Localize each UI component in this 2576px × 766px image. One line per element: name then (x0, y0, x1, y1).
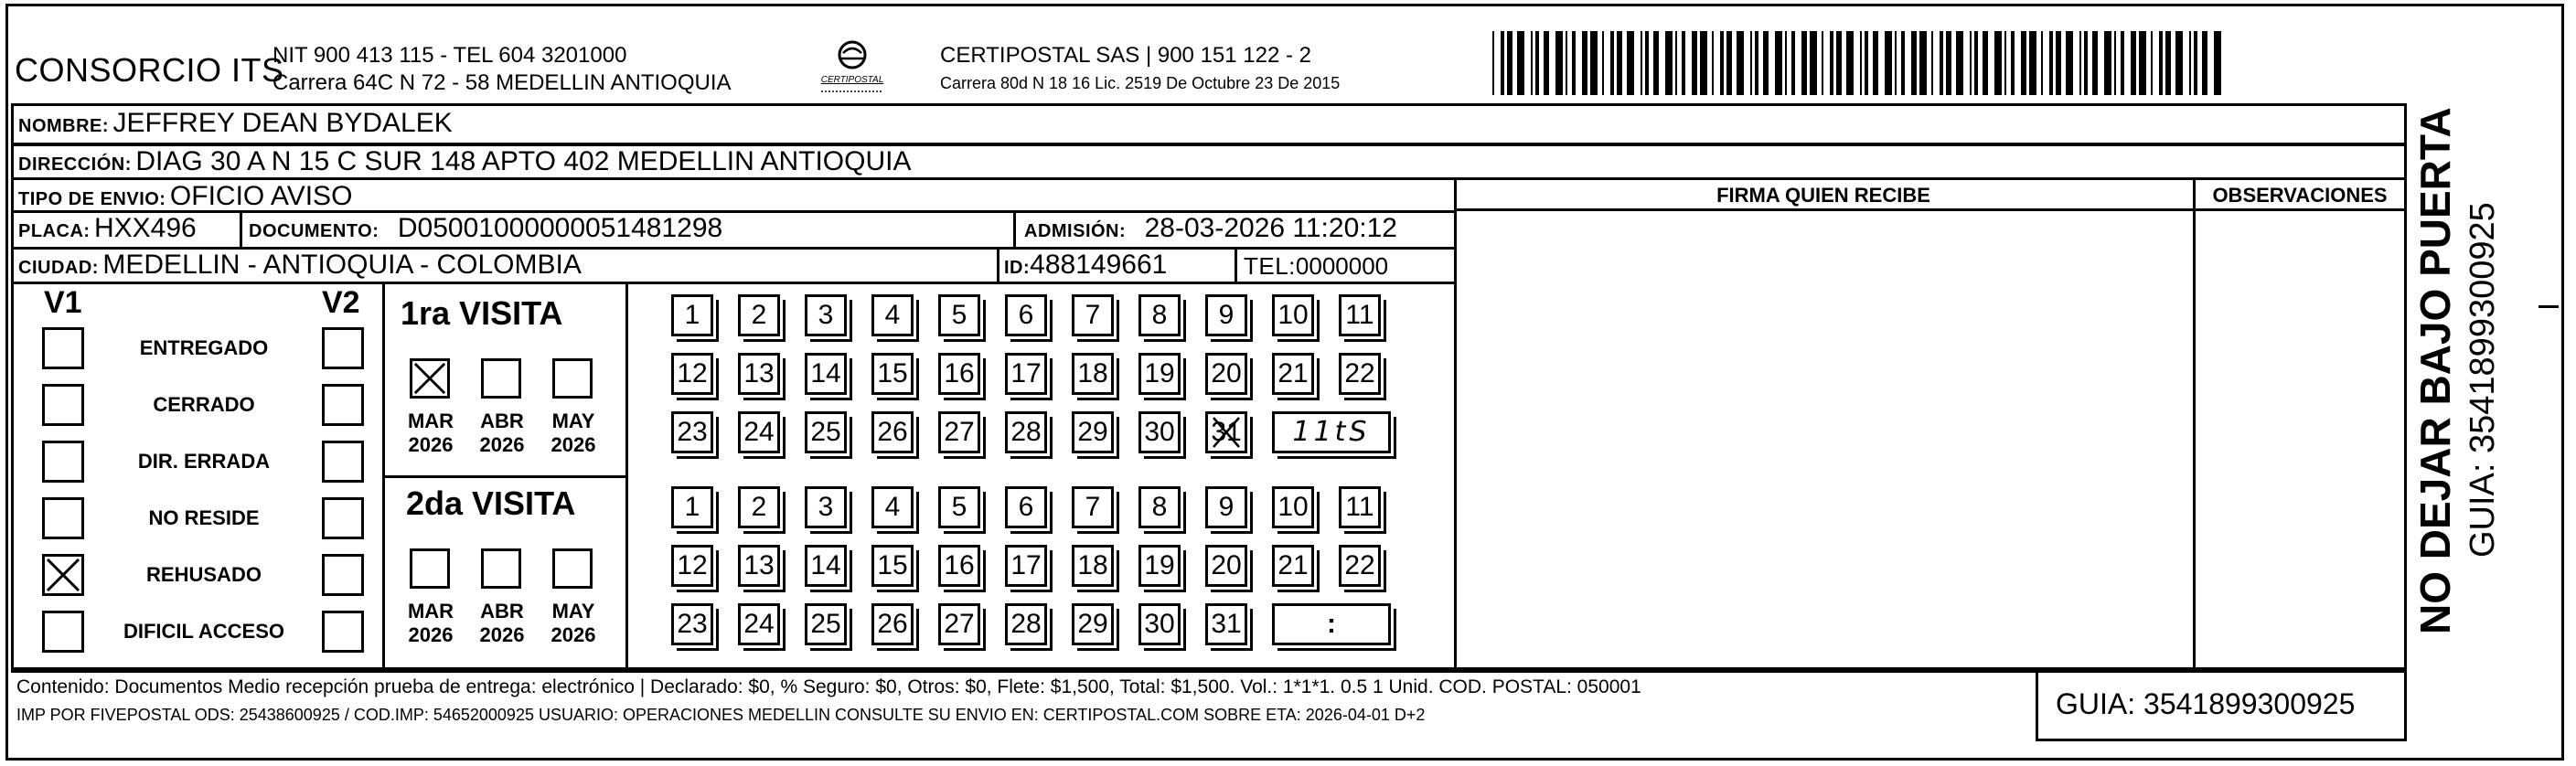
barcode-bar (2021, 31, 2026, 95)
barcode-bar (1755, 31, 1758, 95)
barcode-bar (1860, 31, 1862, 95)
barcode-bar (1712, 31, 1714, 95)
visit2-day[interactable]: 27 (938, 603, 980, 645)
month-name: MAY (551, 410, 595, 432)
v1-checkbox[interactable] (42, 497, 84, 539)
visit1-day[interactable]: 4 (871, 294, 914, 336)
barcode-bar (2202, 31, 2207, 95)
month-name: ABR (480, 600, 524, 622)
admision-field (1024, 213, 1397, 244)
barcode-bar (1983, 31, 1988, 95)
ciudad-row-line (11, 282, 1454, 284)
visit1-day[interactable] (1205, 411, 1247, 453)
status-divider (382, 282, 385, 667)
visit2-month-checkbox[interactable] (410, 548, 450, 589)
barcode-bar (2175, 31, 2183, 95)
barcode-bar (1885, 31, 1892, 95)
barcode-bar (1750, 31, 1752, 95)
barcode-bar (1682, 31, 1685, 95)
visit2-day[interactable]: 23 (671, 603, 713, 645)
barcode-bar (1785, 31, 1787, 95)
barcode-bar (1919, 31, 1927, 95)
visit1-month-checkbox[interactable] (552, 358, 593, 399)
visit1-time-box[interactable]: 11tS (1272, 411, 1391, 453)
barcode-bar (1763, 31, 1769, 95)
visit1-day[interactable]: 26 (871, 411, 914, 453)
barcode-bar (1535, 31, 1539, 95)
month-year: 2026 (550, 433, 596, 456)
barcode-bar (2041, 31, 2043, 95)
barcode-bar (1901, 31, 1905, 95)
month-name: MAY (551, 600, 595, 622)
barcode-bar (1566, 31, 1567, 95)
visit1-day[interactable]: 16 (938, 353, 980, 395)
barcode-bar (2084, 31, 2088, 95)
barcode-bar (2004, 31, 2006, 95)
barcode-bar (1700, 31, 1707, 95)
barcode-bar (1517, 31, 1524, 95)
visit2-day[interactable]: 30 (1138, 603, 1181, 645)
month-year: 2026 (479, 433, 525, 456)
documento-field (249, 213, 722, 244)
barcode-bar (1946, 31, 1951, 95)
visit1-day[interactable]: 11 (1339, 294, 1381, 336)
edge-mark (2539, 305, 2559, 308)
visit1-month-label (541, 410, 605, 457)
visit1-day[interactable]: 17 (1005, 353, 1047, 395)
visit1-day[interactable]: 3 (805, 294, 847, 336)
visit1-day[interactable]: 9 (1205, 294, 1247, 336)
visit-divider (625, 282, 628, 667)
v2-checkbox[interactable] (322, 441, 364, 483)
month-name: ABR (480, 410, 524, 432)
barcode-bar (1994, 31, 2002, 95)
visit1-day[interactable]: 27 (938, 411, 980, 453)
barcode-bar (2079, 31, 2081, 95)
certipostal-logo (805, 38, 900, 99)
month-year: 2026 (408, 433, 454, 456)
company-name: CONSORCIO ITS (15, 51, 284, 89)
id-label: ID: (1004, 258, 1031, 278)
visit2-month-checkbox[interactable] (481, 548, 521, 589)
barcode-bar (1846, 31, 1854, 95)
logo-lettering: CERTIPOSTAL (820, 75, 884, 85)
visit1-day[interactable]: 7 (1072, 294, 1114, 336)
barcode-bar (2092, 31, 2098, 95)
v2-checkbox[interactable] (322, 554, 364, 596)
observaciones-column-divider (2193, 179, 2196, 670)
id-value: 488149661 (1030, 250, 1168, 280)
tipo-field (18, 181, 352, 212)
visit2-day[interactable]: 19 (1138, 545, 1181, 587)
visit2-day[interactable]: 16 (938, 545, 980, 587)
placa-label: PLACA: (18, 221, 91, 241)
visit2-day[interactable]: 5 (938, 486, 980, 528)
visit2-day[interactable]: 21 (1272, 545, 1314, 587)
barcode-bar (1791, 31, 1795, 95)
barcode-bar (1665, 31, 1673, 95)
v1-checkbox[interactable] (42, 554, 84, 596)
visit2-day[interactable]: 26 (871, 603, 914, 645)
nombre-value: JEFFREY DEAN BYDALEK (112, 108, 453, 138)
visit1-day[interactable]: 8 (1138, 294, 1181, 336)
barcode-bar (1873, 31, 1878, 95)
tipo-value: OFICIO AVISO (169, 181, 353, 211)
barcode-bar (1726, 31, 1732, 95)
visit2-day[interactable]: 9 (1205, 486, 1247, 528)
barcode-bar (1582, 31, 1587, 95)
barcode-bar (2139, 31, 2146, 95)
visit1-day[interactable]: 14 (805, 353, 847, 395)
visit1-day[interactable]: 19 (1138, 353, 1181, 395)
visit2-day[interactable]: 18 (1072, 545, 1114, 587)
barcode-bar (2104, 31, 2111, 95)
nit-line: NIT 900 413 115 - TEL 604 3201000 (273, 43, 627, 68)
direccion-field (18, 146, 911, 177)
v1-checkbox[interactable] (42, 327, 84, 369)
v2-header: V2 (322, 285, 360, 320)
v2-checkbox[interactable] (322, 327, 364, 369)
company-address: Carrera 64C N 72 - 58 MEDELLIN ANTIOQUIA (273, 70, 732, 95)
visit2-day[interactable]: 1 (671, 486, 713, 528)
status-option-label: REHUSADO (146, 563, 262, 586)
barcode-bar (1544, 31, 1549, 95)
ciudad-label: CIUDAD: (18, 258, 99, 278)
visit1-day[interactable]: 18 (1072, 353, 1114, 395)
barcode-bar (1645, 31, 1649, 95)
barcode-bar (1810, 31, 1817, 95)
barcode-bar (1931, 31, 1933, 95)
barcode-bar (2121, 31, 2124, 95)
visit2-time-box[interactable]: : (1272, 603, 1391, 645)
nombre-label: NOMBRE: (18, 116, 110, 136)
v1-checkbox[interactable] (42, 441, 84, 483)
visit2-title: 2da VISITA (406, 484, 576, 522)
barcode-bar (2011, 31, 2015, 95)
barcode-bar (1627, 31, 1634, 95)
placa-field (18, 213, 197, 244)
visit2-month-label (399, 600, 463, 647)
visit2-day[interactable]: 20 (1205, 545, 1247, 587)
barcode-bar (2029, 31, 2036, 95)
id-divider (997, 247, 999, 282)
barcode-bar (1970, 31, 1972, 95)
visit1-day[interactable]: 30 (1138, 411, 1181, 453)
tel-field (1244, 252, 1388, 281)
direccion-value: DIAG 30 A N 15 C SUR 148 APTO 402 MEDELLIN ANTIOQUIA (135, 146, 912, 176)
barcode-bar (2214, 31, 2221, 95)
month-year: 2026 (550, 623, 596, 646)
barcode-bar (1830, 31, 1833, 95)
placa-divider (240, 210, 242, 247)
x-mark-icon (1208, 414, 1245, 451)
visit2-day[interactable]: 17 (1005, 545, 1047, 587)
visit2-day[interactable]: 2 (738, 486, 780, 528)
direccion-label: DIRECCIÓN: (18, 154, 132, 175)
barcode-bar (1822, 31, 1823, 95)
v1-checkbox[interactable] (42, 611, 84, 653)
month-name: MAR (407, 410, 454, 432)
visit2-day[interactable]: 12 (671, 545, 713, 587)
barcode-bar (1801, 31, 1807, 95)
v2-checkbox[interactable] (322, 611, 364, 653)
visit1-month-checkbox[interactable] (481, 358, 521, 399)
certipostal-address: Carrera 80d N 18 16 Lic. 2519 De Octubre 23 De 2015 (940, 74, 1341, 92)
barcode-bar (2056, 31, 2061, 95)
barcode-bar (1531, 31, 1533, 95)
status-option-label: NO RESIDE (148, 506, 260, 529)
barcode-bar (1775, 31, 1782, 95)
nombre-field (18, 108, 453, 139)
barcode-bar (1501, 31, 1504, 95)
visit1-day[interactable]: 6 (1005, 294, 1047, 336)
visit2-day[interactable]: 14 (805, 545, 847, 587)
x-mark-icon (412, 361, 447, 396)
visit2-day[interactable]: 11 (1339, 486, 1381, 528)
x-mark-icon (45, 557, 81, 593)
visit1-day[interactable]: 1 (671, 294, 713, 336)
visit1-day[interactable]: 28 (1005, 411, 1047, 453)
visit2-day[interactable]: 10 (1272, 486, 1314, 528)
status-option-label: CERRADO (153, 393, 255, 416)
column-header-line (1454, 208, 2407, 211)
tel-value: 0000000 (1295, 252, 1389, 280)
footer-impresion: IMP POR FIVEPOSTAL ODS: 25438600925 / COD.IMP: 54652000925 USUARIO: OPERACIONES MEDELLIN CONSULTE SU ENVIO EN: CERTIPOSTAL.COM SOBRE ETA: 2026-04-01 D+2 (16, 706, 1426, 724)
barcode-bar (2049, 31, 2053, 95)
barcode-bar (1617, 31, 1622, 95)
visit2-month-checkbox[interactable] (552, 548, 593, 589)
firma-header: FIRMA QUIEN RECIBE (1716, 184, 1930, 207)
barcode-bar (1507, 31, 1512, 95)
visit1-month-checkbox[interactable] (410, 358, 450, 399)
footer-guia: GUIA: 3541899300925 (2056, 687, 2356, 720)
barcode-bar (1610, 31, 1614, 95)
barcode-bar (2151, 31, 2153, 95)
ciudad-value: MEDELLIN - ANTIOQUIA - COLOMBIA (102, 250, 582, 280)
barcode-bar (1836, 31, 1842, 95)
id-field (1004, 250, 1167, 281)
month-name: MAR (407, 600, 454, 622)
barcode-bar (1675, 31, 1677, 95)
visit1-day[interactable]: 2 (738, 294, 780, 336)
observaciones-header: OBSERVACIONES (2212, 184, 2388, 207)
barcode-bar (2131, 31, 2136, 95)
visit1-day[interactable]: 29 (1072, 411, 1114, 453)
visit1-day[interactable]: 5 (938, 294, 980, 336)
visit2-day[interactable]: 31 (1205, 603, 1247, 645)
side-warning: NO DEJAR BAJO PUERTA (2411, 107, 2459, 634)
placa-value: HXX496 (94, 213, 197, 243)
documento-label: DOCUMENTO: (249, 221, 379, 241)
visit-separator (382, 475, 625, 478)
status-option-label: DIFICIL ACCESO (123, 620, 284, 643)
admision-divider (1013, 210, 1016, 247)
admision-label: ADMISIÓN: (1024, 221, 1127, 241)
visit1-month-label (470, 410, 534, 457)
barcode-bar (1895, 31, 1897, 95)
barcode-bar (1911, 31, 1917, 95)
visit2-day[interactable]: 3 (805, 486, 847, 528)
barcode-bar (1602, 31, 1604, 95)
barcode-bar (1720, 31, 1724, 95)
barcode-bar (1492, 31, 1494, 95)
visit2-day[interactable]: 7 (1072, 486, 1114, 528)
v2-checkbox[interactable] (322, 497, 364, 539)
visit1-day[interactable]: 21 (1272, 353, 1314, 395)
ciudad-field (18, 250, 582, 281)
status-option-label: DIR. ERRADA (137, 450, 271, 473)
month-year: 2026 (408, 623, 454, 646)
visit1-day[interactable]: 22 (1339, 353, 1381, 395)
day-number: 31 (1211, 417, 1242, 447)
barcode-bar (2114, 31, 2116, 95)
visit1-day[interactable]: 23 (671, 411, 713, 453)
v1-checkbox[interactable] (42, 384, 84, 426)
visit1-day[interactable]: 20 (1205, 353, 1247, 395)
barcode-bar (1653, 31, 1659, 95)
barcode-bar (1692, 31, 1697, 95)
visit1-day[interactable]: 24 (738, 411, 780, 453)
visit2-day[interactable]: 22 (1339, 545, 1381, 587)
footer-contenido: Contenido: Documentos Medio recepción prueba de entrega: electrónico | Declarado: $0, % Seguro: $0, Otros: $0, Flete: $1,500, Total: $1,500. Vol.: 1*1*1. 0.5 1 Unid. COD. POSTAL: 050001 (16, 676, 1641, 697)
tel-divider (1235, 247, 1237, 282)
v1-header: V1 (44, 285, 82, 320)
barcode-bar (1865, 31, 1868, 95)
barcode-bar (1641, 31, 1642, 95)
barcode-bar (2066, 31, 2073, 95)
visit2-day[interactable]: 29 (1072, 603, 1114, 645)
status-option-label: ENTREGADO (139, 336, 269, 359)
tipo-label: TIPO DE ENVIO: (18, 189, 166, 209)
firma-column-divider (1454, 179, 1457, 670)
visit2-day[interactable]: 28 (1005, 603, 1047, 645)
visit1-day[interactable]: 12 (671, 353, 713, 395)
documento-value: D05001000000051481298 (397, 213, 723, 243)
company-info (273, 42, 732, 97)
barcode-bar (1572, 31, 1576, 95)
visit2-month-label (541, 600, 605, 647)
barcode-bar (2159, 31, 2163, 95)
certipostal-info (940, 42, 1340, 97)
visit2-day[interactable]: 8 (1138, 486, 1181, 528)
visit1-day[interactable]: 25 (805, 411, 847, 453)
barcode-bar (2189, 31, 2191, 95)
visit2-day[interactable]: 13 (738, 545, 780, 587)
barcode-bar (1940, 31, 1943, 95)
visit2-day[interactable]: 6 (1005, 486, 1047, 528)
tel-label: TEL: (1244, 252, 1296, 280)
visit1-day[interactable]: 15 (871, 353, 914, 395)
side-guia: GUIA: 3541899300925 (2464, 202, 2502, 558)
barcode-bar (1956, 31, 1963, 95)
visit2-day[interactable]: 24 (738, 603, 780, 645)
visit1-month-label (399, 410, 463, 457)
barcode-bar (1737, 31, 1744, 95)
visit2-day[interactable]: 25 (805, 603, 847, 645)
visit1-title: 1ra VISITA (401, 294, 563, 332)
admision-value: 28-03-2026 11:20:12 (1144, 213, 1397, 243)
barcode-bar (2194, 31, 2197, 95)
barcode-bar (1590, 31, 1598, 95)
barcode-bar (2165, 31, 2171, 95)
visit2-day[interactable]: 4 (871, 486, 914, 528)
certipostal-line: CERTIPOSTAL SAS | 900 151 122 - 2 (940, 43, 1311, 68)
visit2-month-label (470, 600, 534, 647)
barcode-bar (1555, 31, 1563, 95)
visit1-day[interactable]: 10 (1272, 294, 1314, 336)
month-year: 2026 (479, 623, 525, 646)
visit2-day[interactable]: 15 (871, 545, 914, 587)
barcode (1492, 31, 2224, 95)
barcode-bar (1974, 31, 1978, 95)
v2-checkbox[interactable] (322, 384, 364, 426)
visit1-day[interactable]: 13 (738, 353, 780, 395)
